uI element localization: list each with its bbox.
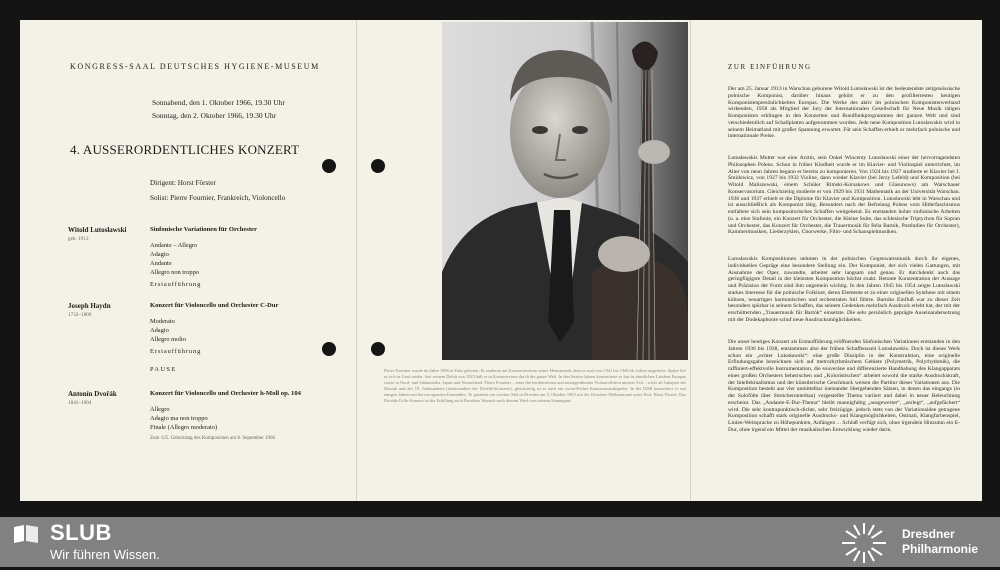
footer-bar <box>0 517 1000 567</box>
composer-name: Antonín Dvořák <box>68 390 117 398</box>
composer-name: Joseph Haydn <box>68 302 111 310</box>
work-title: Konzert für Violoncello und Orchester C-Dur <box>150 302 279 309</box>
movement: Adagio <box>150 251 169 258</box>
intro-paragraph: Die unser heutiges Konzert als Erstaufführung eröffnenden Sinfonischen Variationen entstanden in den Jahren 1936 bis 1938, entstammen also der frühen Schaffenszeit Lutosławskis. Doch ist dieses Werk schon ein „echter Lutosławski“: eine große Disziplin in der Konstruktion, eine originelle Erfindungsgabe bezeichnen sich auf metrorhythmischem Gebiete (Polymetrik, Polyrhythmik), die raffiniert-effektvolle Instrumentation, die souveräne und differenzierte Handhabung des Klangapparats eines großen Orchesters beherrschen und „Koloristischen“ arbeitet sowohl die starke Ausdruckskraft, der Intellektualismus und der künstlerische Geschmack weisen die Partitur dieser Variationen aus. Die Komposition besteht aus vier unmittelbar ineinander übergehenden Sätzen, in denen das eingangs (in der Solofölte über Streicherunterbau) vorgestellte Thema variiert und dabei in neuer Beleuchtung erscheint. Das „Andante-E-Dur-Thema“ bleibt mannigfaltig „ausgewertet“, „zerlegt“, „aufgefächert“ wird. Die sehr kontrapunktisch-dichte, sehr freizügige, jedoch stets von der Variationsidee getragene Komposition schafft stark originelle Ausdrucks- und Klangmöglichkeiten, Ostinati, Klangfarbenspiel, Linien-Weitsprache zu Höhepunkten, Anfängen ... Schluß verfügt sich, ohne irgendein Hinzutun ein E-Dur, ohne irgend ein Mittel der musikalischen Entwicklung wieder darin. <box>728 339 960 433</box>
movement: Andante – Allegro <box>150 242 198 249</box>
movement: Allegro molto <box>150 336 187 343</box>
anniversary-note: Zum 125. Geburtstag des Komponisten am 8. September 1966 <box>150 436 275 441</box>
work-title: Konzert für Violoncello und Orchester h-Moll op. 104 <box>150 390 301 397</box>
photo-caption: Pierre Fournier wurde im Jahre 1906 in Paris geboren. Er studierte am Konservatorium seiner Heimatstadt, dem er auch von 1941 bis 1949 als Lehrer angehörte. Später lief er sich in Genf nieder. Seit seinem Debüt von 1925 hält er in Konzertreisen durch die ganze Welt. In den letzten Jahren konzertierte er fast in sämtlichen Ländern Europas sowie in Nord- und Südamerika, Japan und Neuseeland. Pierre Fournier – einer der berühmtesten und meistgerühmten Violoncellisten unserer Zeit – wirkt als Interpret der Klassik und des 19. Jahrhunderts (insbesondere der Dvořák-Konzerte), gleichzeitig ist er auch ein vortrefflicher Kammermusikspieler. In der DDR konzertiert er seit einigen Jahren mit hervorragenden Ensembles. Er gastierte ein zweites Mal in Dresden am 5. Oktober 1963 mit der Dresdner Philharmonie unter Prof. Horst Förster. Das Dvořák-Cello-Konzert ist die Erfüllung auch Dresdens Wunsch nach diesem Werk von seinem Stammgast. <box>384 368 686 403</box>
movement: Andante <box>150 260 172 267</box>
punch-hole <box>371 159 385 173</box>
philharmonie-brand-line1: Dresdner <box>902 527 955 541</box>
philharmonie-brand-line2: Philharmonie <box>902 542 979 556</box>
philharmonie-logo-icon <box>840 521 888 565</box>
movement: Finale (Allegro moderato) <box>150 424 218 431</box>
intro-paragraph: Der am 25. Januar 1913 in Warschau geborene Witold Lutosławski ist der bedeutendste zeitgenössische polnische Komponist, darüber hinaus gehört er zu den profiliertesten heutigen Komponistenpersönlichkeiten Europas. Die Werke des aktiv im polnischen Komponistenverband wirkenden, 1958 als Mitglied der Jury der Internationalen Gesellschaft für Neue Musik tätigen Komponisten erklingen in den Konzerten und Rundfunkprogrammen der ganzen Welt und sind verschiedentlich auf Schallplatten aufgenommen worden. Jede neue Komposition Lutosławskis wird in seinem Heimatland mit großer Spannung erwartet. Für sein Schaffen erhielt er mehrfach polnische und internationale Preise. <box>728 86 960 140</box>
soloist: Solist: Pierre Fournier, Frankreich, Violoncello <box>150 194 286 202</box>
punch-hole <box>322 159 336 173</box>
date-line-1: Sonnabend, den 1. Oktober 1966, 19.30 Uhr <box>152 98 285 107</box>
punch-hole <box>322 342 336 356</box>
composer-years: 1732–1809 <box>68 312 92 318</box>
movement: Adagio ma non troppo <box>150 415 208 422</box>
premiere-note: Erstaufführung <box>150 281 202 288</box>
conductor: Dirigent: Horst Förster <box>150 179 216 187</box>
venue-heading: KONGRESS-SAAL DEUTSCHES HYGIENE-MUSEUM <box>70 62 320 71</box>
composer-name: Witold Lutosławski <box>68 226 127 234</box>
slub-slogan: Wir führen Wissen. <box>50 547 160 562</box>
movement: Moderato <box>150 318 175 325</box>
portrait-photo <box>442 22 688 360</box>
intro-paragraph: Lutosławskis Kompositionen nehmen in der polnischen Gegenwartsmusik durch ihr eigenes, individuelles Gepräge eine besondere Stellung ein. Der Komponist, der sich vielen Gattungen, mit Ausnahme der Oper, zuwandte, arbeitet sehr langsam und genau. Er durchdenkt auch das geringfügigste Detail in der kleinsten Komposition höchst exakt. Betonte Konzentration der Aussage und Präzision der Form sind ihm ungemein wichtig. In den Jahren 1945 bis 1954 zeigte Lutosławski starkes Interesse für die polnische Folklore, deren Elemente er zu einer originellen Synthese mit einem kühnen, neuartigen harmonischen und orchestralen Stil führte. Bartóks Einfluß war zu dieser Zeit besonders spürbar in seinem Schaffen, das seinem Gedenken mehrfach Ausdruck erlebt hat, der mit der erschütternden „Trauermusik für Bartók“ einsetzte. Die sehr persönlich geprägte Auseinandersetzung mit der Dodekaphonie schuf neue Ausdrucksmöglichkeiten. <box>728 256 960 323</box>
intro-heading: ZUR EINFÜHRUNG <box>728 63 812 71</box>
intro-paragraph: Lutosławskis Mutter war eine Ärztin, sein Onkel Wincenty Lutosławski einer der hervorragendsten Philosophen Polens. Schon in früher Kindheit wurde er im Klavier- und Violinspiel unterrichtet, im Alter von neun Jahren begann er bereits zu komponieren. Von 1924 bis 1927 studierte er Klavier bei J. Śmidowicz, von 1927 bis 1932 Violine, dann wieder Klavier (bei Jerzy Lefeld) und Komposition (bei Witold Maliszewski, einem Schüler Rimski-Korsakows und Glasunows) am Warschauer Konservatorium. Gleichzeitig studierte er von 1929 bis 1931 Mathematik an der Universität Warschau. 1936 und 1937 erhielt er die Diplome für Klavier und Komposition. Lutosławski lebt in Warschau und ist ausschließlich als Komponist tätig. Besonders nach der Befreiung Polens vom Hitlerfaschismus entfaltete sich sein kompositorisches Schaffen weitgehend. Es entstanden hoher sinfonische Arbeiten (u. a. eine Sinfonie, ein Konzert für Orchester, die Kleine Suite, das schlesische Triptychon für Sopran und Orchester, das Konzert für Orchester, die Trauermusik für Béla Bartók, Postludien für Orchester), Kammermusiken, Liederzyklen, Chorwerke, Film- und Schauspielmusiken. <box>728 155 960 236</box>
work-title: Sinfonische Variationen für Orchester <box>150 226 257 233</box>
composer-years: geb. 1913 <box>68 236 89 242</box>
premiere-note: Erstaufführung <box>150 348 202 355</box>
slub-brand: SLUB <box>50 520 112 545</box>
date-line-2: Sonntag, den 2. Oktober 1966, 19.30 Uhr <box>152 111 277 120</box>
movement: Adagio <box>150 327 169 334</box>
slub-book-icon <box>12 524 40 544</box>
concert-title: 4. AUSSERORDENTLICHES KONZERT <box>70 142 300 157</box>
pause-label: PAUSE <box>150 366 177 373</box>
movement: Allegro <box>150 406 170 413</box>
punch-hole <box>371 342 385 356</box>
movement: Allegro non troppo <box>150 269 199 276</box>
fold-line <box>690 20 691 501</box>
composer-years: 1841–1904 <box>68 400 92 406</box>
fold-line <box>356 20 357 501</box>
